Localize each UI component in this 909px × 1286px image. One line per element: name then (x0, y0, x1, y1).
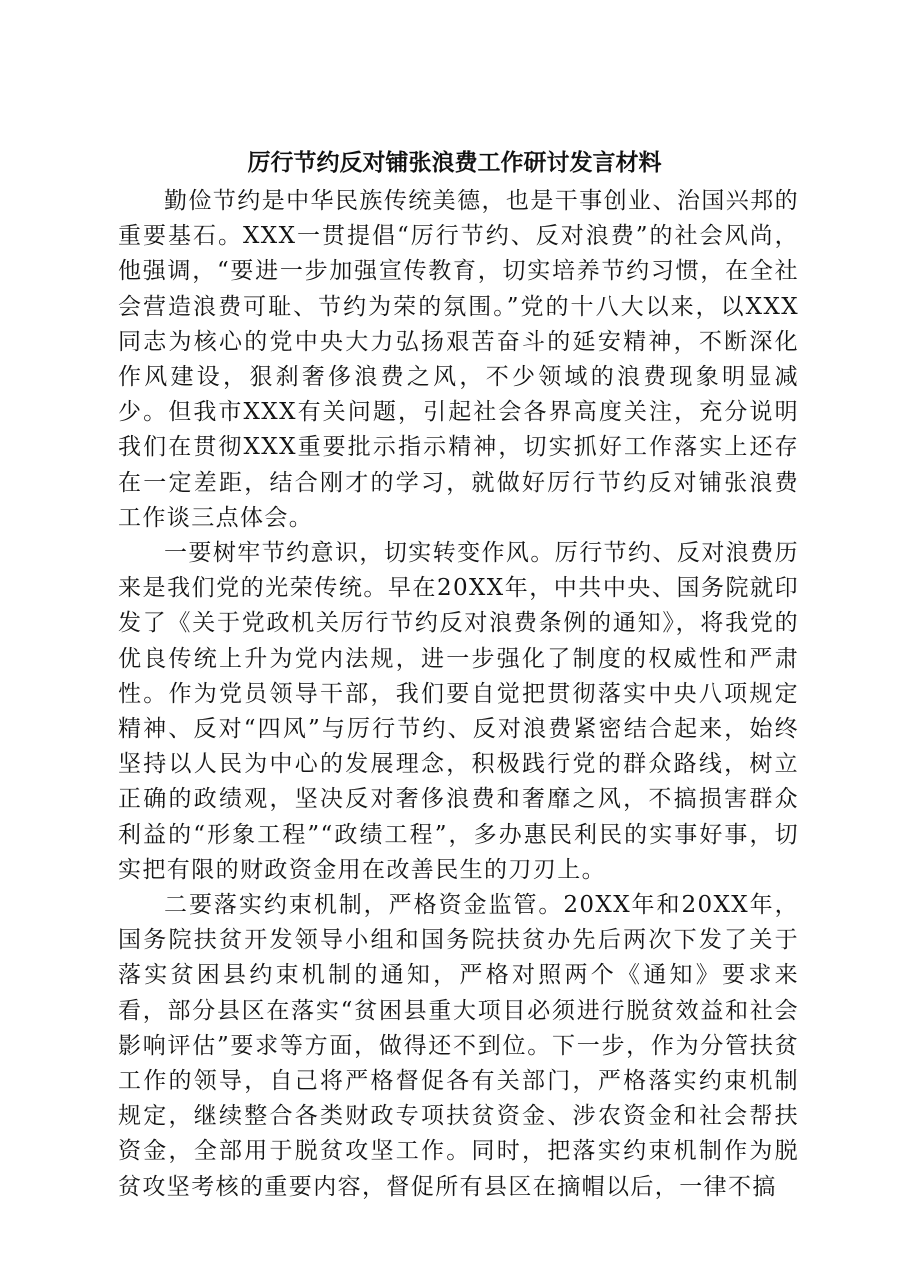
paragraph-point-two: 二要落实约束机制，严格资金监管。20XX年和20XX年，国务院扶贫开发领导小组和国务院扶贫办先后两次下发了关于落实贫困县约束机制的通知，严格对照两个《通知》要求来看，部分县区在落实“贫困县重大项目必须进行脱贫效益和社会影响评估”要求等方面，做得还不到位。下一步，作为分管扶贫工作的领导，自己将严格督促各有关部门，严格落实约束机制规定，继续整合各类财政专项扶贫资金、涉农资金和社会帮扶资金，全部用于脱贫攻坚工作。同时，把落实约束机制作为脱贫攻坚考核的重要内容，督促所有县区在摘帽以后，一律不搞 (118, 892, 799, 1200)
document-body (118, 184, 799, 1205)
document-title: 厉行节约反对铺张浪费工作研讨发言材料 (247, 149, 662, 176)
paragraph-intro: 勤俭节约是中华民族传统美德，也是干事创业、治国兴邦的重要基石。XXX一贯提倡“厉行节约、反对浪费”的社会风尚，他强调，“要进一步加强宣传教育，切实培养节约习惯，在全社会营造浪费可耻、节约为荣的氛围。”党的十八大以来，以XXX同志为核心的党中央大力弘扬艰苦奋斗的延安精神，不断深化作风建设，狠刹奢侈浪费之风，不少领域的浪费现象明显减少。但我市XXX有关问题，引起社会各界高度关注，充分说明我们在贯彻XXX重要批示指示精神，切实抓好工作落实上还存在一定差距，结合刚才的学习，就做好厉行节约反对铺张浪费工作谈三点体会。 (118, 188, 799, 531)
paragraph-point-one: 一要树牢节约意识，切实转变作风。厉行节约、反对浪费历来是我们党的光荣传统。早在20XX年，中共中央、国务院就印发了《关于党政机关厉行节约反对浪费条例的通知》，将我党的优良传统上升为党内法规，进一步强化了制度的权威性和严肃性。作为党员领导干部，我们要自觉把贯彻落实中央八项规定精神、反对“四风”与厉行节约、反对浪费紧密结合起来，始终坚持以人民为中心的发展理念，积极践行党的群众路线，树立正确的政绩观，坚决反对奢侈浪费和奢靡之风，不搞损害群众利益的“形象工程”“政绩工程”，多办惠民利民的实事好事，切实把有限的财政资金用在改善民生的刀刃上。 (118, 540, 799, 883)
